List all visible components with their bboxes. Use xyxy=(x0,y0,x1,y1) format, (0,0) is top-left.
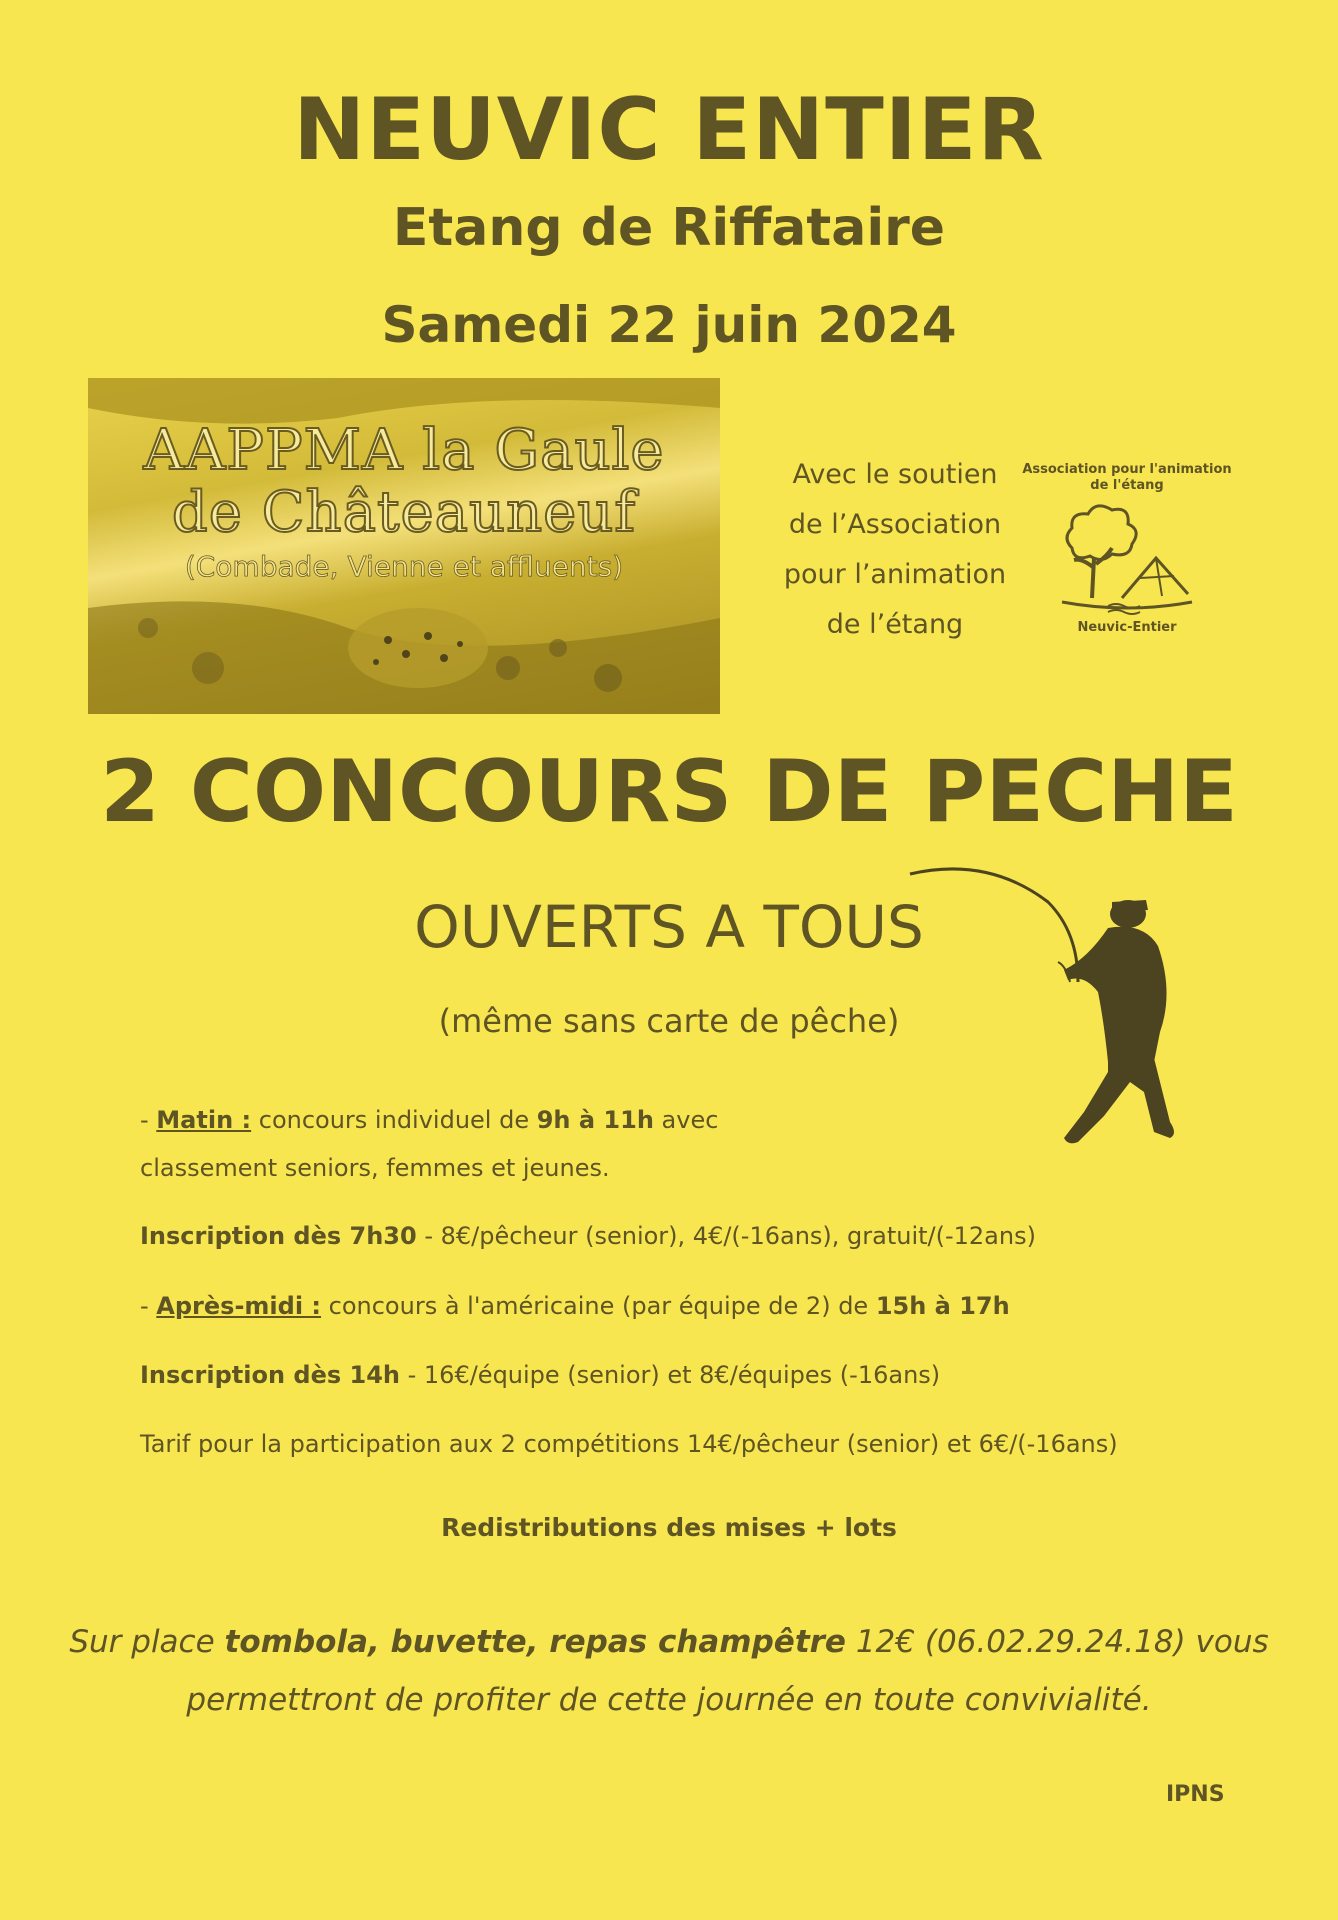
morning-dash: - xyxy=(140,1106,157,1134)
redistribution-note: Redistributions des mises + lots xyxy=(441,1513,897,1542)
aappma-photo-banner xyxy=(88,378,720,714)
ipns-mark: IPNS xyxy=(1166,1782,1225,1807)
photo-text-line2: de Châteauneuf xyxy=(171,480,637,545)
page-title: NEUVIC ENTIER xyxy=(293,80,1045,180)
closing-highlights: tombola, buvette, repas champêtre xyxy=(224,1624,846,1660)
closing-part1: Sur place xyxy=(69,1624,225,1660)
afternoon-line xyxy=(140,1292,1010,1320)
association-logo xyxy=(1012,462,1242,652)
association-logo-place: Neuvic-Entier xyxy=(1077,620,1177,635)
support-line: pour l’animation xyxy=(783,559,1007,590)
afternoon-dash: - xyxy=(140,1292,157,1320)
support-line: de l’étang xyxy=(826,609,964,640)
main-heading: 2 CONCOURS DE PECHE xyxy=(100,742,1238,842)
afternoon-label: Après-midi : xyxy=(156,1292,322,1320)
morning-label: Matin : xyxy=(156,1106,252,1134)
afternoon-registration xyxy=(140,1361,940,1389)
closing-line2: permettront de profiter de cette journée en toute convivialité. xyxy=(186,1682,1152,1718)
morning-text-end: avec xyxy=(653,1106,719,1134)
association-logo-title-line2: de l'étang xyxy=(1090,478,1164,493)
morning-time: 9h à 11h xyxy=(536,1106,654,1134)
combined-fee: Tarif pour la participation aux 2 compétitions 14€/pêcheur (senior) et 6€/(-16ans) xyxy=(140,1430,1118,1458)
closing-text xyxy=(40,1613,1298,1729)
afternoon-time: 15h à 17h xyxy=(875,1292,1010,1320)
support-line: de l’Association xyxy=(788,509,1002,540)
association-logo-title xyxy=(1012,462,1242,494)
fisherman-silhouette-icon xyxy=(908,862,1198,1162)
morning-registration-time: Inscription dès 7h30 xyxy=(140,1222,417,1250)
support-line: Avec le soutien xyxy=(792,459,998,490)
photo-text-line3: (Combade, Vienne et affluents) xyxy=(184,550,624,583)
morning-registration xyxy=(140,1222,1036,1250)
morning-classification: classement seniors, femmes et jeunes. xyxy=(140,1154,610,1182)
closing-line1 xyxy=(40,1613,1298,1671)
event-date: Samedi 22 juin 2024 xyxy=(381,296,957,354)
association-logo-title-line1: Association pour l'animation xyxy=(1022,462,1232,477)
tree-and-tent-icon xyxy=(1052,498,1202,618)
closing-part2: 12€ (06.02.29.24.18) vous xyxy=(845,1624,1269,1660)
support-text xyxy=(730,450,1060,650)
venue-subtitle: Etang de Riffataire xyxy=(392,198,946,258)
afternoon-registration-time: Inscription dès 14h xyxy=(140,1361,400,1389)
photo-text-line1: AAPPMA la Gaule xyxy=(143,418,665,483)
morning-registration-fees: - 8€/pêcheur (senior), 4€/(-16ans), gratuit/(-12ans) xyxy=(416,1222,1036,1250)
open-to-all: OUVERTS A TOUS xyxy=(414,893,924,961)
no-card-note: (même sans carte de pêche) xyxy=(438,1002,900,1040)
morning-line xyxy=(140,1106,718,1134)
afternoon-registration-fees: - 16€/équipe (senior) et 8€/équipes (-16ans) xyxy=(399,1361,941,1389)
morning-text: concours individuel de xyxy=(251,1106,537,1134)
afternoon-text: concours à l'américaine (par équipe de 2) de xyxy=(321,1292,876,1320)
